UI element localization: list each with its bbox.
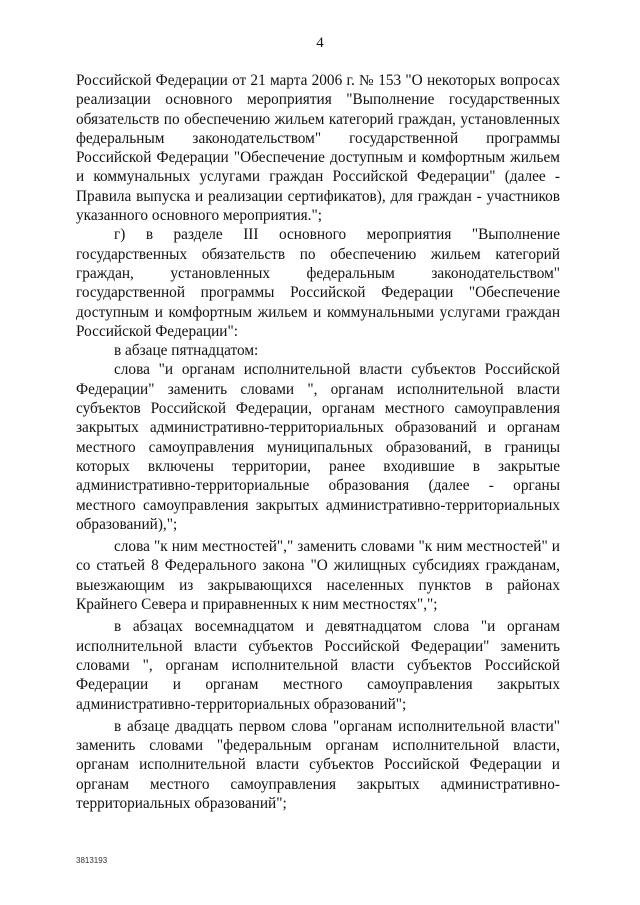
document-body [76, 71, 560, 813]
paragraph-words-replace-2: слова "к ним местностей"," заменить словами "к ним местностей" и со статьей 8 Федерального закона "О жилищных субсидиях гражданам, выезжающим из закрывающихся населенных пунктов в районах Крайнего Севера и приравненных к ним местностях","; [76, 538, 560, 614]
page-number: 4 [316, 35, 324, 51]
paragraph-abzac-15: в абзаце пятнадцатом: [114, 342, 259, 360]
paragraph-item-g: г) в разделе III основного мероприятия "Выполнение государственных обязательств по обеспечению жильем категорий граждан, установленных федеральным законодательством" государственной программы Российской Федерации "Обеспечение доступным и комфортным жильем и коммунальными услугами граждан Российской Федерации": [76, 226, 560, 340]
paragraph-words-replace-1: слова "и органам исполнительной власти субъектов Российской Федерации" заменить словами ", органам исполнительной власти субъектов Российской Федерации, органам местного самоуправления закрытых административно-территориальных образований и органам местного самоуправления муниципальных образований, в границы которых включены территории, ранее входившие в закрытые административно-территориальные образования (далее - органы местного самоуправления закрытых административно-территориальных образований),"; [76, 361, 560, 533]
paragraph-abzac-21: в абзаце двадцать первом слова "органам исполнительной власти" заменить словами "федеральным органам исполнительной власти, органам исполнительной власти субъектов Российской Федерации и органам местного самоуправления закрытых административно-территориальных образований"; [76, 717, 560, 812]
paragraph-continuation: Российской Федерации от 21 марта 2006 г. № 153 "О некоторых вопросах реализации основного мероприятия "Выполнение государственных обязательств по обеспечению жильем категорий граждан, установленных федеральным законодательством" государственной программы Российской Федерации "Обеспечение доступным и комфортным жильем и коммунальных услугами граждан Российской Федерации" (далее - Правила выпуска и реализации сертификатов), для граждан - участников указанного основного мероприятия."; [76, 72, 560, 225]
document-code: 3813193 [76, 856, 108, 865]
paragraph-abzac-18-19: в абзацах восемнадцатом и девятнадцатом слова "и органам исполнительной власти субъектов Российской Федерации" заменить словами ", органам исполнительной власти субъектов Российской Федерации и органам местного самоуправления закрытых административно-территориальных образований"; [76, 618, 560, 713]
